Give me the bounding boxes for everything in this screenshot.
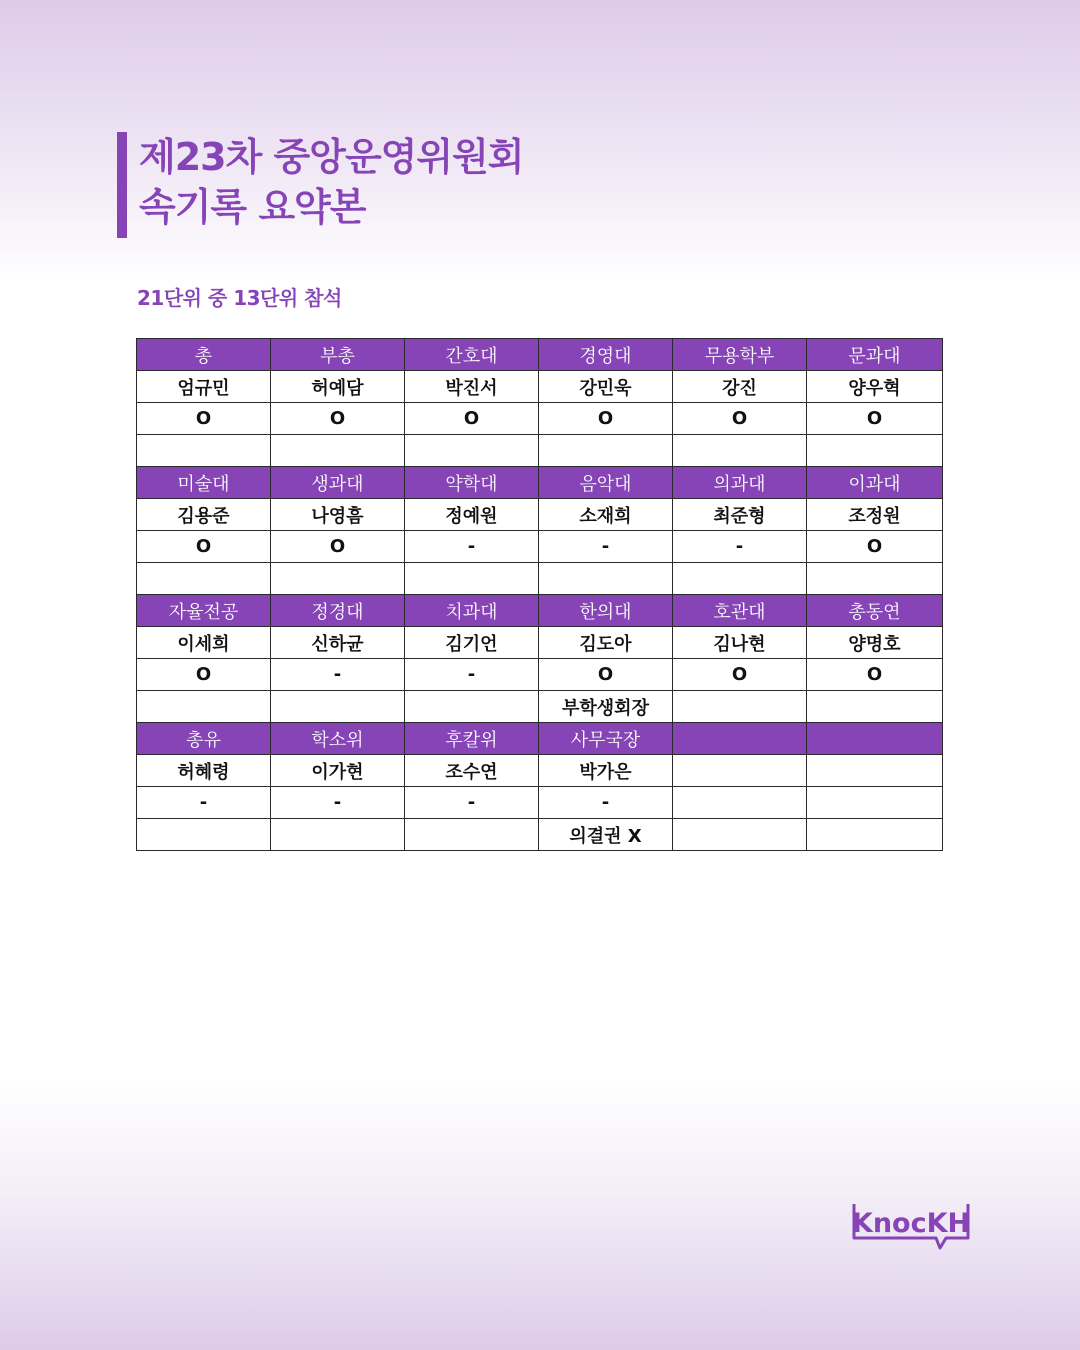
attendance-row (137, 531, 943, 563)
note-cell (271, 819, 405, 851)
note-cell (137, 819, 271, 851)
unit-header-cell: 간호대 (405, 339, 539, 371)
unit-header-cell: 자율전공 (137, 595, 271, 627)
unit-header-cell: 의과대 (673, 467, 807, 499)
attendance-cell: - (405, 787, 539, 819)
note-cell: 부학생회장 (539, 691, 673, 723)
name-cell: 강민욱 (539, 371, 673, 403)
unit-header-cell: 사무국장 (539, 723, 673, 755)
unit-header-cell: 총동연 (807, 595, 943, 627)
note-cell (539, 435, 673, 467)
unit-header-cell: 학소위 (271, 723, 405, 755)
unit-header-cell (807, 723, 943, 755)
name-cell: 소재희 (539, 499, 673, 531)
attendance-row (137, 787, 943, 819)
note-cell (673, 691, 807, 723)
attendance-cell: - (539, 531, 673, 563)
note-cell (807, 563, 943, 595)
attendance-summary: 21단위 중 13단위 참석 (137, 286, 342, 310)
note-row (137, 435, 943, 467)
unit-header-row (137, 595, 943, 627)
name-cell (807, 755, 943, 787)
note-cell (405, 435, 539, 467)
name-cell: 허혜령 (137, 755, 271, 787)
name-cell: 이가현 (271, 755, 405, 787)
name-row (137, 755, 943, 787)
attendance-cell: - (405, 659, 539, 691)
attendance-cell: O (405, 403, 539, 435)
attendance-cell: O (807, 659, 943, 691)
title-line-2: 속기록 요약본 (139, 185, 366, 229)
note-cell (807, 691, 943, 723)
note-cell (807, 435, 943, 467)
attendance-table (136, 338, 943, 851)
attendance-cell: O (673, 403, 807, 435)
note-cell (405, 691, 539, 723)
name-cell: 김나현 (673, 627, 807, 659)
unit-header-cell: 문과대 (807, 339, 943, 371)
attendance-cell: O (137, 403, 271, 435)
name-cell (673, 755, 807, 787)
unit-header-cell: 치과대 (405, 595, 539, 627)
note-cell (673, 819, 807, 851)
attendance-cell: O (271, 531, 405, 563)
attendance-cell: - (539, 787, 673, 819)
unit-header-cell: 무용학부 (673, 339, 807, 371)
unit-header-cell: 부총 (271, 339, 405, 371)
attendance-cell: - (271, 787, 405, 819)
speech-bubble-logo-icon (852, 1200, 972, 1256)
knockh-logo (852, 1200, 972, 1256)
unit-header-cell: 총유 (137, 723, 271, 755)
name-cell: 신하균 (271, 627, 405, 659)
attendance-cell: O (137, 531, 271, 563)
attendance-cell: O (807, 403, 943, 435)
name-cell: 나영흠 (271, 499, 405, 531)
note-row (137, 691, 943, 723)
note-cell (137, 691, 271, 723)
note-cell (271, 435, 405, 467)
note-cell (271, 563, 405, 595)
unit-header-cell: 정경대 (271, 595, 405, 627)
name-row (137, 371, 943, 403)
note-cell (405, 563, 539, 595)
name-row (137, 499, 943, 531)
note-cell (539, 563, 673, 595)
name-cell: 조수연 (405, 755, 539, 787)
attendance-cell: O (539, 403, 673, 435)
unit-header-cell: 이과대 (807, 467, 943, 499)
name-cell: 박진서 (405, 371, 539, 403)
attendance-cell: - (271, 659, 405, 691)
attendance-row (137, 659, 943, 691)
unit-header-cell: 생과대 (271, 467, 405, 499)
unit-header-row (137, 467, 943, 499)
unit-header-cell: 한의대 (539, 595, 673, 627)
name-cell: 조정원 (807, 499, 943, 531)
unit-header-cell (673, 723, 807, 755)
note-cell (673, 435, 807, 467)
note-row (137, 563, 943, 595)
name-cell: 최준형 (673, 499, 807, 531)
name-cell: 박가은 (539, 755, 673, 787)
attendance-cell: O (137, 659, 271, 691)
note-cell (271, 691, 405, 723)
attendance-cell: O (673, 659, 807, 691)
attendance-row (137, 403, 943, 435)
name-cell: 김기언 (405, 627, 539, 659)
unit-header-cell: 약학대 (405, 467, 539, 499)
unit-header-cell: 음악대 (539, 467, 673, 499)
logo-text: KnocKH (852, 1208, 971, 1239)
name-cell: 이세희 (137, 627, 271, 659)
attendance-cell: O (271, 403, 405, 435)
unit-header-row (137, 339, 943, 371)
title-line-1: 제23차 중앙운영위원회 (139, 135, 524, 179)
name-cell: 김용준 (137, 499, 271, 531)
note-cell (673, 563, 807, 595)
note-cell (405, 819, 539, 851)
attendance-cell: O (807, 531, 943, 563)
note-cell: 의결권 X (539, 819, 673, 851)
attendance-cell (673, 787, 807, 819)
name-cell: 강진 (673, 371, 807, 403)
attendance-cell: - (673, 531, 807, 563)
name-row (137, 627, 943, 659)
note-cell (807, 819, 943, 851)
unit-header-cell: 후칼위 (405, 723, 539, 755)
page-title (117, 132, 523, 238)
unit-header-cell: 경영대 (539, 339, 673, 371)
attendance-cell: O (539, 659, 673, 691)
unit-header-cell: 호관대 (673, 595, 807, 627)
name-cell: 양명호 (807, 627, 943, 659)
unit-header-cell: 미술대 (137, 467, 271, 499)
note-row (137, 819, 943, 851)
name-cell: 양우혁 (807, 371, 943, 403)
name-cell: 엄규민 (137, 371, 271, 403)
name-cell: 허예담 (271, 371, 405, 403)
attendance-cell: - (405, 531, 539, 563)
name-cell: 김도아 (539, 627, 673, 659)
attendance-cell: - (137, 787, 271, 819)
note-cell (137, 435, 271, 467)
unit-header-cell: 총 (137, 339, 271, 371)
note-cell (137, 563, 271, 595)
attendance-cell (807, 787, 943, 819)
name-cell: 정예원 (405, 499, 539, 531)
unit-header-row (137, 723, 943, 755)
